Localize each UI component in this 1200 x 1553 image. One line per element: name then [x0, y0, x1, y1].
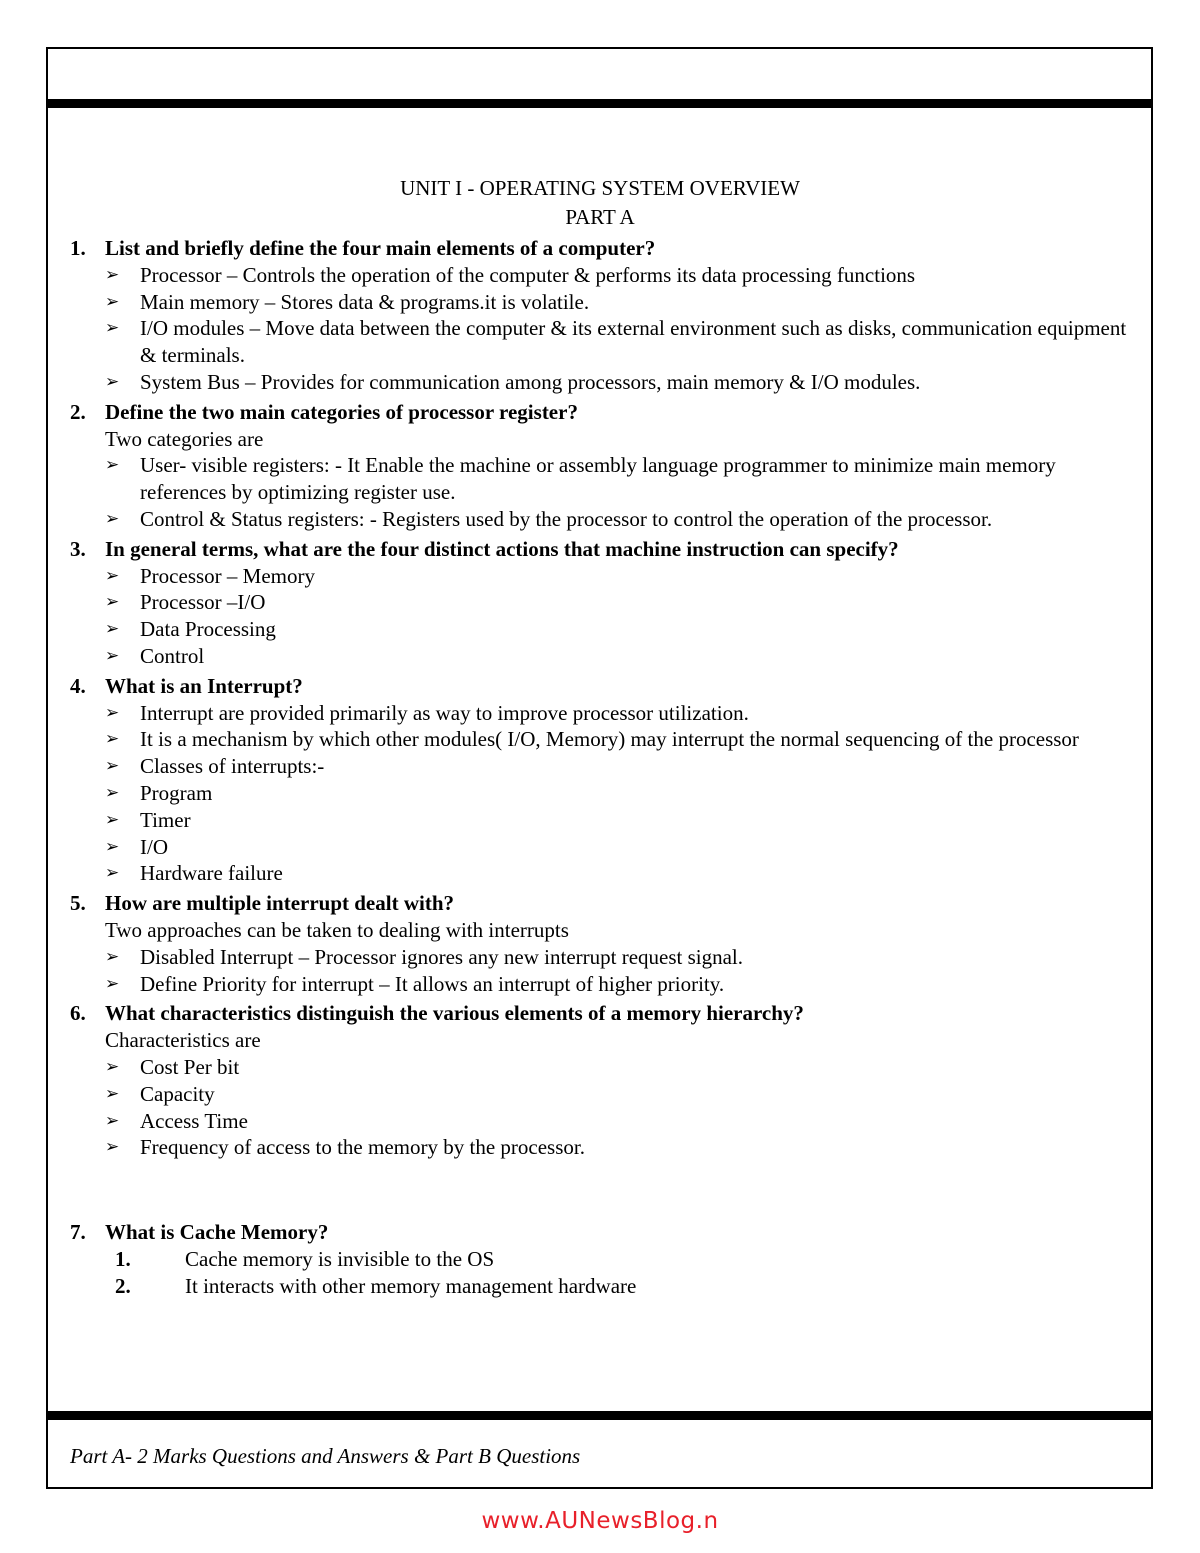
- answer-bullet-text: Timer: [140, 807, 191, 832]
- answer-bullet-text: Access Time: [140, 1108, 248, 1133]
- question-block: [70, 399, 1130, 533]
- arrow-bullet-icon: ➢: [105, 973, 120, 993]
- arrow-bullet-icon: ➢: [105, 729, 120, 749]
- answer-bullet-text: Data Processing: [140, 617, 276, 642]
- part-title: PART A: [565, 205, 635, 229]
- arrow-bullet-icon: ➢: [105, 508, 120, 528]
- arrow-bullet-icon: ➢: [105, 264, 120, 284]
- answer-numbered-item: [70, 1246, 1130, 1273]
- section-gap: [70, 1161, 1130, 1216]
- page-footer: Part A- 2 Marks Questions and Answers & Part B Questions: [70, 1444, 581, 1468]
- arrow-bullet-icon: ➢: [105, 1110, 120, 1130]
- question-text: What characteristics distinguish the various elements of a memory hierarchy?: [105, 1001, 804, 1026]
- answer-bullet-text: Processor –I/O: [140, 590, 266, 615]
- question-number: 3.: [70, 536, 86, 561]
- answer-bullet-item: [70, 1054, 1130, 1081]
- arrow-bullet-icon: ➢: [105, 291, 120, 311]
- answer-bullet-item: [70, 944, 1130, 971]
- answer-bullet-list: [70, 944, 1130, 998]
- answer-intro: Two categories are: [105, 426, 264, 451]
- unit-title: UNIT I - OPERATING SYSTEM OVERVIEW: [400, 176, 800, 200]
- arrow-bullet-icon: ➢: [105, 836, 120, 856]
- question-number: 1.: [70, 236, 86, 260]
- question-number: 7.: [70, 1220, 86, 1245]
- answer-bullet-item: [70, 589, 1130, 616]
- question-text: Define the two main categories of processor register?: [105, 399, 578, 424]
- arrow-bullet-icon: ➢: [105, 1083, 120, 1103]
- question-text: In general terms, what are the four distinct actions that machine instruction can specify?: [105, 536, 899, 561]
- answer-bullet-item: [70, 1134, 1130, 1161]
- item-text: Cache memory is invisible to the OS: [185, 1246, 495, 1271]
- answer-bullet-text: Control: [140, 643, 205, 668]
- arrow-bullet-icon: ➢: [105, 592, 120, 612]
- arrow-bullet-icon: ➢: [105, 455, 120, 475]
- arrow-bullet-icon: ➢: [105, 318, 120, 338]
- question-text: What is Cache Memory?: [105, 1220, 329, 1245]
- answer-bullet-list: [70, 700, 1130, 888]
- question-number: 5.: [70, 891, 86, 916]
- answer-bullet-text: Cost Per bit: [140, 1054, 240, 1079]
- answer-bullet-text: Define Priority for interrupt – It allows an interrupt of higher priority.: [140, 971, 725, 996]
- question-heading: [70, 890, 1130, 917]
- arrow-bullet-icon: ➢: [105, 565, 120, 585]
- answer-bullet-item: [70, 289, 1130, 316]
- question-block: [70, 1219, 1130, 1299]
- question-heading: [70, 1000, 1130, 1027]
- answer-bullet-item: [70, 1108, 1130, 1135]
- answer-bullet-item: [70, 700, 1130, 727]
- answer-bullet-text: Hardware failure: [140, 861, 283, 886]
- item-number: 2.: [115, 1273, 131, 1298]
- question-block: [70, 536, 1130, 670]
- question-block: [70, 673, 1130, 887]
- answer-bullet-item: [70, 315, 1130, 369]
- item-text: It interacts with other memory management hardware: [185, 1273, 637, 1298]
- question-block: [70, 890, 1130, 997]
- arrow-bullet-icon: ➢: [105, 782, 120, 802]
- arrow-bullet-icon: ➢: [105, 809, 120, 829]
- question-text: List and briefly define the four main elements of a computer?: [105, 236, 656, 260]
- question-number: 6.: [70, 1001, 86, 1026]
- answer-bullet-list: [70, 262, 1130, 396]
- answer-bullet-item: [70, 807, 1130, 834]
- answer-bullet-text: It is a mechanism by which other modules( I/O, Memory) may interrupt the normal sequencing of the processor: [140, 727, 1079, 752]
- answer-bullet-text: Capacity: [140, 1081, 215, 1106]
- arrow-bullet-icon: ➢: [105, 1056, 120, 1076]
- answer-bullet-item: [70, 643, 1130, 670]
- question-text: What is an Interrupt?: [105, 673, 303, 698]
- answer-bullet-text: I/O: [140, 834, 168, 859]
- answer-bullet-text: Interrupt are provided primarily as way to improve processor utilization.: [140, 700, 749, 725]
- answer-bullet-text: Main memory – Stores data & programs.it is volatile.: [140, 289, 590, 314]
- question-block: [70, 235, 1130, 396]
- answer-bullet-item: [70, 369, 1130, 396]
- answer-bullet-list: [70, 563, 1130, 670]
- arrow-bullet-icon: ➢: [105, 1137, 120, 1157]
- answer-bullet-text: Processor – Memory: [140, 563, 315, 588]
- answer-bullet-text: Classes of interrupts:-: [140, 754, 325, 779]
- answer-bullet-item: [70, 262, 1130, 289]
- question-block: [70, 1000, 1130, 1161]
- item-number: 1.: [115, 1246, 131, 1271]
- header-rule: [46, 99, 1153, 108]
- answer-bullet-item: [70, 1081, 1130, 1108]
- answer-bullet-text: Frequency of access to the memory by the processor.: [140, 1135, 585, 1160]
- answer-bullet-text: Disabled Interrupt – Processor ignores any new interrupt request signal.: [140, 944, 744, 969]
- answer-bullet-text: User- visible registers: - It Enable the machine or assembly language programmer to minimize main memory references by optimizing register use.: [140, 453, 1056, 505]
- arrow-bullet-icon: ➢: [105, 756, 120, 776]
- answer-bullet-text: Program: [140, 780, 213, 805]
- question-heading: [70, 1219, 1130, 1246]
- arrow-bullet-icon: ➢: [105, 371, 120, 391]
- answer-bullet-text: I/O modules – Move data between the computer & its external environment such as disks, communication equipment & terminals.: [140, 316, 1127, 368]
- answer-bullet-list: [70, 452, 1130, 532]
- answer-bullet-item: [70, 563, 1130, 590]
- answer-bullet-item: [70, 753, 1130, 780]
- answer-numbered-item: [70, 1273, 1130, 1300]
- watermark-link[interactable]: www.AUNewsBlog.n: [481, 1508, 719, 1534]
- footer-rule: [46, 1411, 1153, 1420]
- answer-bullet-list: [70, 1054, 1130, 1161]
- answer-bullet-text: System Bus – Provides for communication among processors, main memory & I/O modules.: [140, 369, 921, 394]
- answer-bullet-item: [70, 834, 1130, 861]
- arrow-bullet-icon: ➢: [105, 863, 120, 883]
- question-number: 2.: [70, 399, 86, 424]
- answer-bullet-item: [70, 971, 1130, 998]
- answer-numbered-list: [70, 1246, 1130, 1300]
- answer-bullet-item: [70, 726, 1130, 753]
- answer-intro: Two approaches can be taken to dealing with interrupts: [105, 917, 569, 942]
- answer-intro: Characteristics are: [105, 1028, 261, 1053]
- question-list: [70, 235, 1130, 1299]
- question-heading: [70, 536, 1130, 563]
- answer-bullet-item: [70, 616, 1130, 643]
- answer-bullet-item: [70, 452, 1130, 506]
- answer-bullet-text: Control & Status registers: - Registers used by the processor to control the operation of the processor.: [140, 506, 993, 531]
- answer-bullet-item: [70, 860, 1130, 887]
- question-heading: [70, 673, 1130, 700]
- arrow-bullet-icon: ➢: [105, 702, 120, 722]
- question-number: 4.: [70, 673, 86, 698]
- arrow-bullet-icon: ➢: [105, 619, 120, 639]
- document-body: [70, 174, 1130, 1299]
- arrow-bullet-icon: ➢: [105, 645, 120, 665]
- arrow-bullet-icon: ➢: [105, 946, 120, 966]
- answer-bullet-item: [70, 506, 1130, 533]
- question-text: How are multiple interrupt dealt with?: [105, 891, 455, 916]
- answer-bullet-item: [70, 780, 1130, 807]
- question-heading: [70, 235, 1130, 262]
- answer-bullet-text: Processor – Controls the operation of the computer & performs its data processing functions: [140, 262, 916, 287]
- question-heading: [70, 399, 1130, 426]
